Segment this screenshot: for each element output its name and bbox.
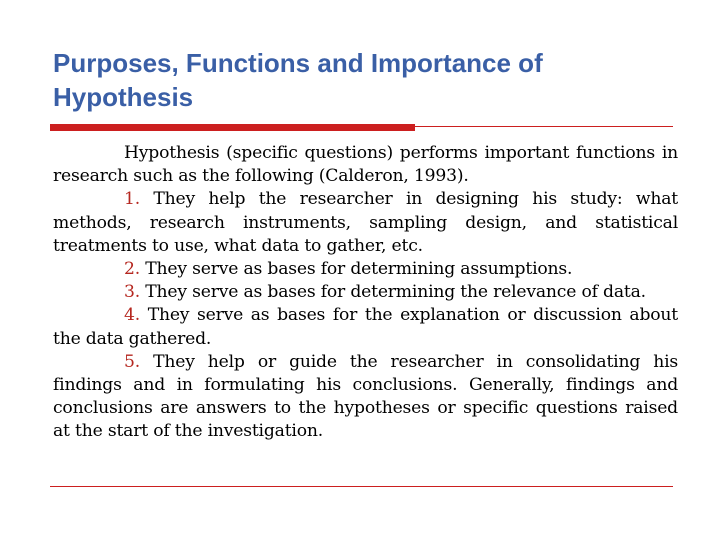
slide-title: Purposes, Functions and Importance of Hypothesis xyxy=(53,48,543,112)
item-number: 2. xyxy=(124,259,140,280)
item-number: 3. xyxy=(124,282,140,303)
intro-paragraph: Hypothesis (specific questions) performs important functions in research such as the following (Calderon, 1993). xyxy=(53,143,678,187)
title-underline-rule xyxy=(415,126,673,127)
title-underline-accent xyxy=(50,124,415,131)
bottom-divider xyxy=(50,486,673,487)
list-item xyxy=(53,258,678,281)
item-number: 5. xyxy=(124,351,140,372)
list-item xyxy=(53,188,678,258)
item-text: They serve as bases for the explanation or discussion about the data gathered. xyxy=(53,305,678,349)
item-number: 4. xyxy=(124,305,140,326)
slide-body xyxy=(53,142,678,444)
list-item xyxy=(53,304,678,350)
item-text: They help the researcher in designing his study: what methods, research instruments, sampling design, and statistical treatments to use, what data to gather, etc. xyxy=(53,189,679,256)
item-text: They serve as bases for determining the relevance of data. xyxy=(145,282,646,303)
list-item xyxy=(53,351,678,444)
item-text: They help or guide the researcher in consolidating his findings and in formulating his conclusions. Generally, findings and conclusions are answers to the hypotheses or specific questions raised at the start of the investigation. xyxy=(53,351,679,442)
item-text: They serve as bases for determining assumptions. xyxy=(145,259,573,280)
list-item xyxy=(53,281,678,304)
item-number: 1. xyxy=(124,189,140,210)
